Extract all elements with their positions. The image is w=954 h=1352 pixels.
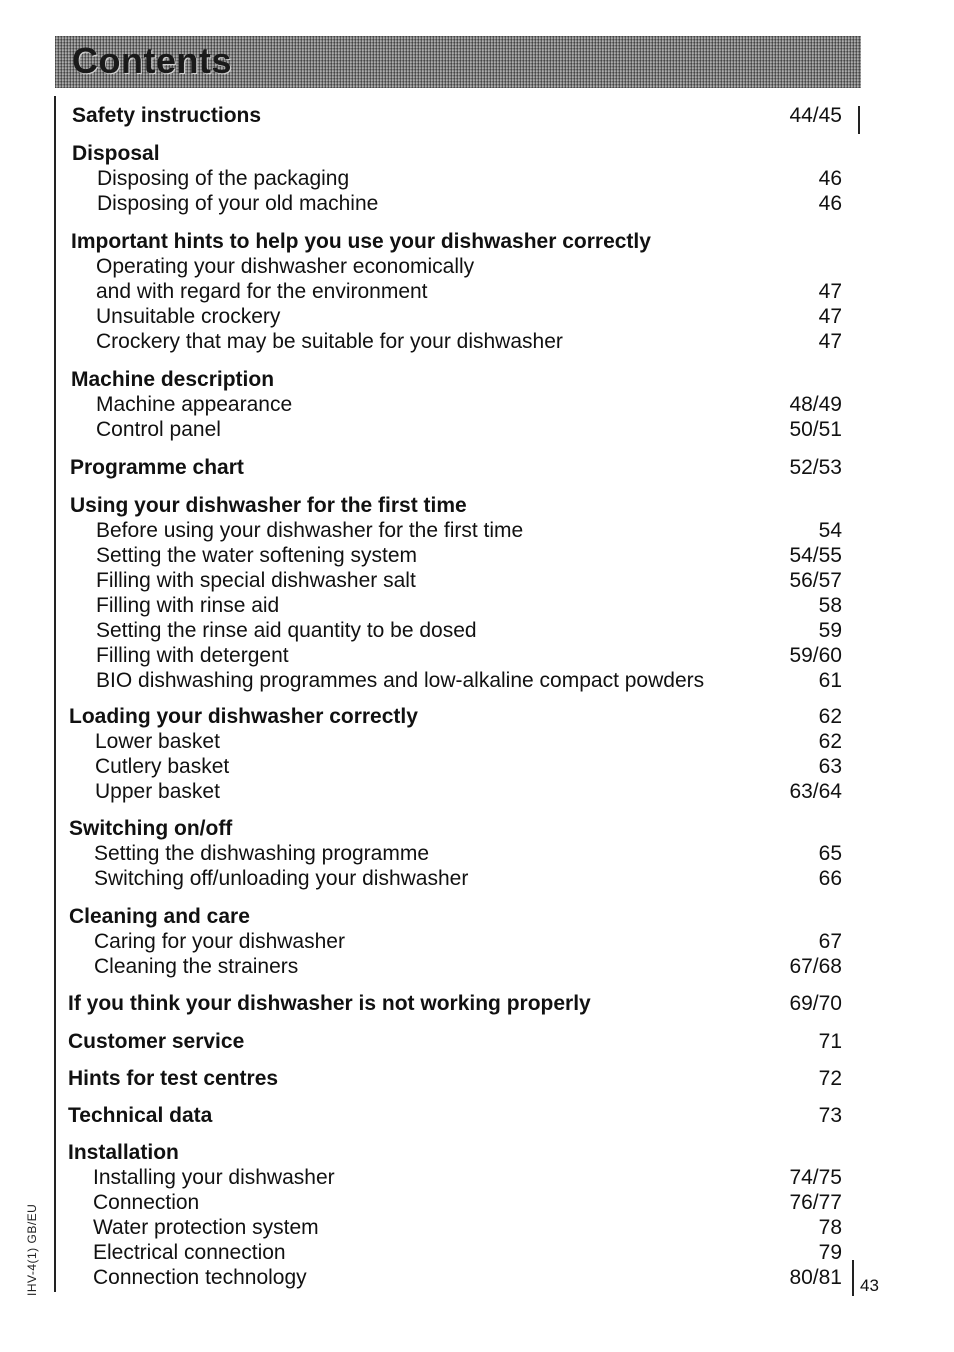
toc-page-number: 47	[818, 305, 842, 328]
toc-entry-title: Installing your dishwasher	[93, 1166, 335, 1189]
side-document-code: IHV-4(1) GB/EU	[25, 1203, 39, 1296]
toc-page-number: 47	[818, 330, 842, 353]
toc-entry	[0, 1264, 954, 1292]
toc-section	[0, 492, 954, 520]
toc-page-number: 72	[818, 1067, 842, 1090]
toc-entry	[0, 928, 954, 956]
toc-section	[0, 903, 954, 931]
toc-page-number: 78	[818, 1216, 842, 1239]
toc-page-number: 47	[818, 280, 842, 303]
toc-entry-title: Filling with special dishwasher salt	[96, 569, 416, 592]
page-number: 43	[860, 1276, 879, 1295]
toc-section	[0, 140, 954, 168]
toc-entry-title: Cutlery basket	[95, 755, 230, 778]
toc-page-number: 56/57	[789, 569, 842, 592]
toc-entry-title: Operating your dishwasher economically	[96, 255, 475, 278]
toc-entry-title: Filling with rinse aid	[96, 594, 280, 617]
toc-page-number: 63	[818, 755, 842, 778]
toc-page-number: 46	[818, 167, 842, 190]
toc-page-number: 54	[818, 519, 842, 542]
toc-entry	[0, 667, 954, 695]
toc-page-number: 76/77	[789, 1191, 842, 1214]
toc-page-number: 54/55	[789, 544, 842, 567]
toc-page-number: 44/45	[789, 104, 842, 127]
toc-page-number: 58	[818, 594, 842, 617]
toc-section-title: Machine description	[71, 368, 275, 391]
toc-page-number: 67	[818, 930, 842, 953]
toc-page-number: 62	[818, 730, 842, 753]
toc-entry	[0, 391, 954, 419]
toc-entry-title: Electrical connection	[93, 1241, 286, 1264]
toc-section-title: Safety instructions	[72, 104, 262, 127]
toc-page-number: 62	[818, 705, 842, 728]
toc-entry-title: BIO dishwashing programmes and low-alkaline compact powders	[96, 669, 705, 692]
toc-section	[0, 228, 954, 256]
toc-entry	[0, 592, 954, 620]
toc-section	[0, 366, 954, 394]
toc-section-title: Cleaning and care	[69, 905, 250, 928]
toc-page-number: 48/49	[789, 393, 842, 416]
toc-section-title: Technical data	[68, 1104, 213, 1127]
toc-section	[0, 815, 954, 843]
toc-entry	[0, 1214, 954, 1242]
toc-page-number: 66	[818, 867, 842, 890]
toc-section-title: Installation	[68, 1141, 179, 1164]
toc-entry	[0, 1164, 954, 1192]
toc-entry-title: Disposing of your old machine	[97, 192, 379, 215]
toc-entry-title: Lower basket	[95, 730, 220, 753]
toc-section-title: Customer service	[68, 1030, 245, 1053]
toc-entry	[0, 567, 954, 595]
toc-section	[0, 1028, 954, 1056]
toc-page-number: 46	[818, 192, 842, 215]
toc-page-number: 80/81	[789, 1266, 842, 1289]
toc-entry	[0, 517, 954, 545]
toc-section-title: Important hints to help you use your dishwasher correctly	[71, 230, 651, 253]
toc-entry	[0, 865, 954, 893]
toc-entry-title: Machine appearance	[96, 393, 293, 416]
toc-page-number: 52/53	[789, 456, 842, 479]
toc-entry-title: Filling with detergent	[96, 644, 289, 667]
toc-page-number: 69/70	[789, 992, 842, 1015]
toc-section-title: Hints for test centres	[68, 1067, 279, 1090]
toc-entry	[0, 1239, 954, 1267]
toc-entry	[0, 165, 954, 193]
toc-entry	[0, 953, 954, 981]
toc-page-number: 50/51	[789, 418, 842, 441]
toc-entry-title: Upper basket	[95, 780, 220, 803]
toc-entry	[0, 416, 954, 444]
toc-section-title: Loading your dishwasher correctly	[69, 705, 418, 728]
toc-page-number: 65	[818, 842, 842, 865]
toc-page-number: 59/60	[789, 644, 842, 667]
toc-entry	[0, 617, 954, 645]
toc-section	[0, 1139, 954, 1167]
toc-section	[0, 703, 954, 731]
toc-entry	[0, 542, 954, 570]
toc-entry	[0, 303, 954, 331]
toc-page-number: 71	[818, 1030, 842, 1053]
toc-entry	[0, 253, 954, 281]
toc-page-number: 59	[818, 619, 842, 642]
toc-entry	[0, 778, 954, 806]
toc-entry-title: Setting the rinse aid quantity to be dosed	[96, 619, 477, 642]
toc-entry-title: Disposing of the packaging	[97, 167, 350, 190]
toc-entry-title: Connection technology	[93, 1266, 307, 1289]
toc-section-title: Using your dishwasher for the first time	[70, 494, 467, 517]
toc-entry-title: and with regard for the environment	[96, 280, 428, 303]
toc-entry	[0, 328, 954, 356]
toc-entry-title: Caring for your dishwasher	[94, 930, 345, 953]
toc-section-title: Disposal	[72, 142, 160, 165]
toc-entry-title: Cleaning the strainers	[94, 955, 299, 978]
toc-section	[0, 1065, 954, 1093]
toc-page-number: 63/64	[789, 780, 842, 803]
toc-section	[0, 990, 954, 1018]
toc-entry-title: Setting the water softening system	[96, 544, 417, 567]
toc-entry-title: Before using your dishwasher for the first time	[96, 519, 524, 542]
toc-entry-title: Connection	[93, 1191, 200, 1214]
toc-section-title: Switching on/off	[69, 817, 233, 840]
toc-section	[0, 454, 954, 482]
toc-entry	[0, 642, 954, 670]
toc-entry	[0, 753, 954, 781]
toc-entry	[0, 840, 954, 868]
page-title: Contents	[72, 40, 232, 81]
toc-page-number: 67/68	[789, 955, 842, 978]
toc-section	[0, 1102, 954, 1130]
toc-page-number: 79	[818, 1241, 842, 1264]
toc-page-number: 73	[818, 1104, 842, 1127]
toc-entry-title: Crockery that may be suitable for your dishwasher	[96, 330, 563, 353]
toc-section-title: Programme chart	[70, 456, 244, 479]
toc-entry-title: Water protection system	[93, 1216, 319, 1239]
toc-entry	[0, 728, 954, 756]
toc-page-number: 61	[818, 669, 842, 692]
toc-entry-title: Setting the dishwashing programme	[94, 842, 430, 865]
toc-entry-title: Control panel	[96, 418, 221, 441]
toc-entry-title: Switching off/unloading your dishwasher	[94, 867, 469, 890]
toc-entry	[0, 1189, 954, 1217]
toc-page-number: 74/75	[789, 1166, 842, 1189]
toc-entry	[0, 278, 954, 306]
toc-section-title: If you think your dishwasher is not working properly	[68, 992, 591, 1015]
toc-section	[0, 102, 954, 130]
toc-entry-title: Unsuitable crockery	[96, 305, 281, 328]
toc-entry	[0, 190, 954, 218]
